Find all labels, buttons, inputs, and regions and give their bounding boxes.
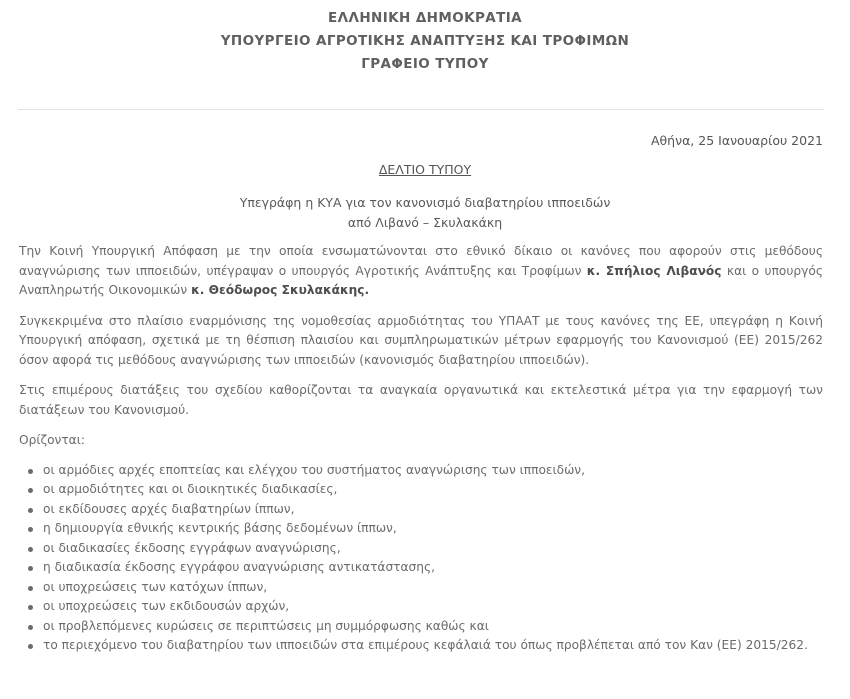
document-date: Αθήνα, 25 Ιανουαρίου 2021 <box>650 133 823 148</box>
paragraph-3: Στις επιμέρους διατάξεις του σχεδίου καθορίζονται τα αναγκαία οργανωτικά και εκτελεστικά μέτρα για την εφαρμογή των διατάξεων του Κανονισμού. <box>19 383 823 417</box>
list-item: οι εκδίδουσες αρχές διαβατηρίων ίππων, <box>43 500 823 520</box>
minister-name-skylakakis: κ. Θεόδωρος Σκυλακάκης. <box>191 283 370 297</box>
list-item: η δημιουργία εθνικής κεντρικής βάσης δεδομένων ίππων, <box>43 519 823 539</box>
letterhead-press-office: ΓΡΑΦΕΙΟ ΤΥΠΟΥ <box>361 56 489 72</box>
subject-line-2: από Λιβανό – Σκυλακάκη <box>347 215 503 230</box>
paragraph-1 <box>19 242 823 301</box>
list-item: οι αρμοδιότητες και οι διοικητικές διαδικασίες, <box>43 480 823 500</box>
letterhead-ministry: ΥΠΟΥΡΓΕΙΟ ΑΓΡΟΤΙΚΗΣ ΑΝΑΠΤΥΞΗΣ ΚΑΙ ΤΡΟΦΙΜΩΝ <box>220 33 630 49</box>
letterhead-republic: ΕΛΛΗΝΙΚΗ ΔΗΜΟΚΡΑΤΙΑ <box>328 10 522 26</box>
subject-line-1: Υπεγράφη η ΚΥΑ για τον κανονισμό διαβατηρίου ιπποειδών <box>239 195 611 210</box>
list-item: οι προβλεπόμενες κυρώσεις σε περιπτώσεις μη συμμόρφωσης καθώς και <box>43 617 823 637</box>
minister-name-livanos: κ. Σπήλιος Λιβανός <box>586 263 722 278</box>
list-item: οι αρμόδιες αρχές εποπτείας και ελέγχου του συστήματος αναγνώρισης των ιπποειδών, <box>43 461 823 481</box>
provisions-list <box>19 461 823 656</box>
document-type-title: ΔΕΛΤΙΟ ΤΥΠΟΥ <box>378 162 472 177</box>
list-item: το περιεχόμενο του διαβατηρίου των ιπποειδών στα επιμέρους κεφάλαιά του όπως προβλέπεται από τον Καν (ΕΕ) 2015/262. <box>43 636 823 656</box>
header-divider <box>18 109 824 110</box>
paragraph-1-text-a: Την Κοινή Υπουργική Απόφαση με την οποία ενσωματώνονται στο εθνικό δίκαιο οι κανόνες που αφορούν στις μεθόδους αναγνώρισης των ιπποειδών, υπέγραψαν ο υπουργός Αγροτικής Ανάπτυξης και Τροφίμων <box>19 244 823 278</box>
letterhead <box>0 0 850 76</box>
paragraph-2: Συγκεκριμένα στο πλαίσιο εναρμόνισης της νομοθεσίας αρμοδιότητας του ΥΠΑΑΤ με τους κανόνες της ΕΕ, υπεγράφη η Κοινή Υπουργική απόφαση, σχετικά με τη θέσπιση πλαισίου και συμπληρωματικών μέτρων εφαρμογής του Κανονισμού (ΕΕ) 2015/262 όσον αφορά τις μεθόδους αναγνώρισης των ιπποειδών (κανονισμός διαβατηρίου ιπποειδών). <box>19 313 823 367</box>
list-item: οι υποχρεώσεις των κατόχων ίππων, <box>43 578 823 598</box>
paragraph-1-text-b: και ο υπουργός Αναπληρωτής Οικονομικών <box>19 263 823 297</box>
list-item: οι διαδικασίες έκδοσης εγγράφων αναγνώρισης, <box>43 539 823 559</box>
document-subject <box>0 193 850 233</box>
document-body <box>19 242 823 656</box>
list-intro: Ορίζονται: <box>19 433 85 447</box>
list-item: η διαδικασία έκδοσης εγγράφου αναγνώρισης αντικατάστασης, <box>43 558 823 578</box>
list-item: οι υποχρεώσεις των εκδιδουσών αρχών, <box>43 597 823 617</box>
